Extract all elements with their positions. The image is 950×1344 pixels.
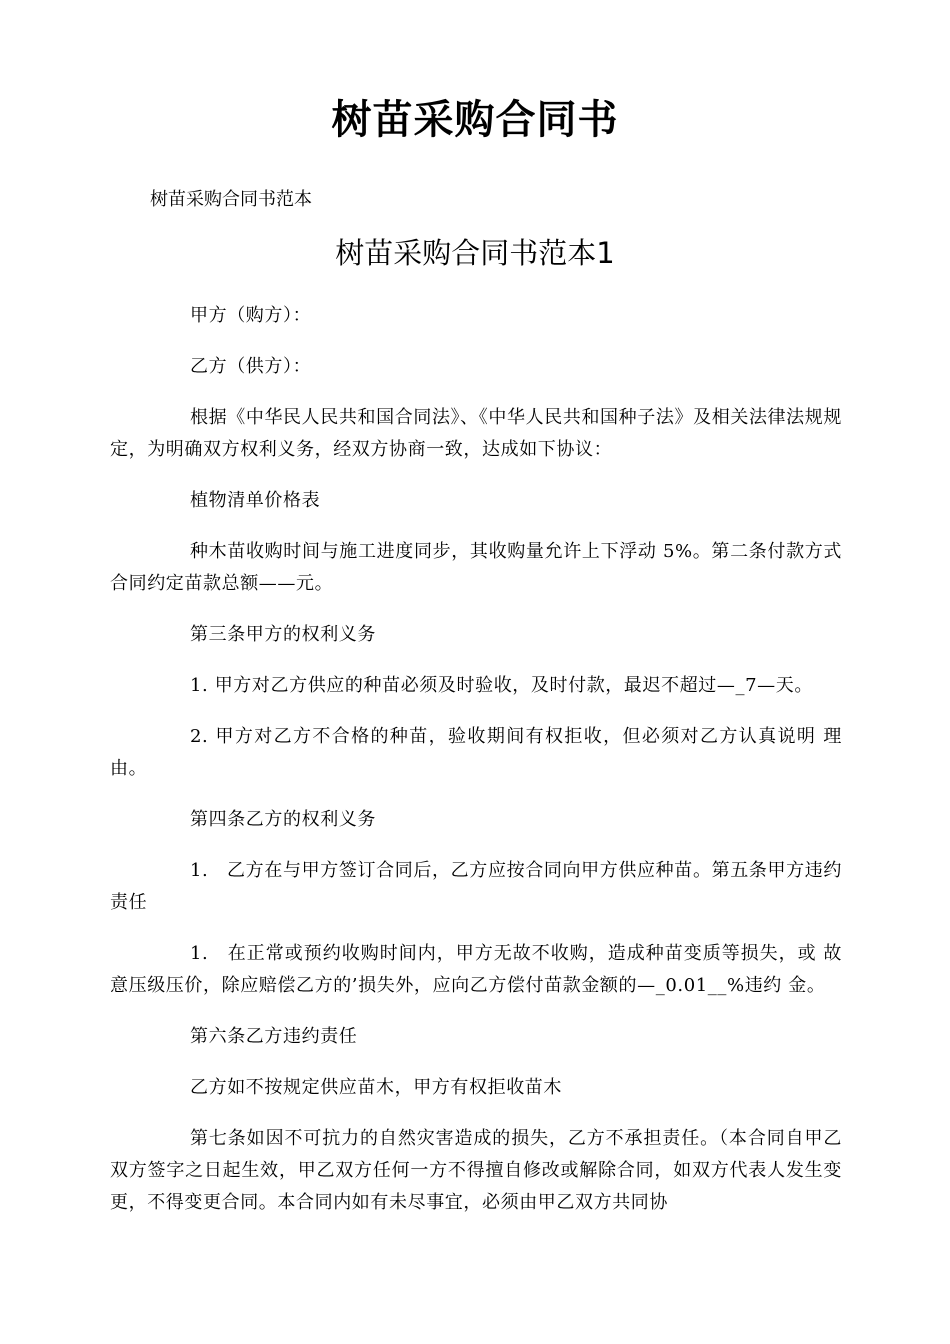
article-4-item-1: 1. 乙方在与甲方签订合同后，乙方应按合同向甲方供应种苗。第五条甲方违约责任 [110, 860, 842, 913]
document-subtitle: 树苗采购合同书范本 [150, 189, 312, 210]
party-b-line: 乙方（供方）： [190, 356, 312, 377]
article-5-item-1: 1. 在正常或预约收购时间内，甲方无故不收购，造成种苗变质等损失，或 故意压级压价，除应赔偿乙方的’损失外，应向乙方偿付苗款金额的—_0.01__%违约 金。 [110, 943, 842, 996]
article-3-heading: 第三条甲方的权利义务 [190, 624, 376, 645]
party-a-line: 甲方（购方）： [190, 305, 312, 326]
article-4-heading: 第四条乙方的权利义务 [190, 809, 376, 830]
article-7-paragraph: 第七条如因不可抗力的自然灾害造成的损失，乙方不承担责任。（本合同自甲乙双方签字之日起生效，甲乙双方任何一方不得擅自修改或解除合同，如双方代表人发生变更，不得变更合同。本合同内如有未尽事宜，必须由甲乙双方共同协 [110, 1128, 842, 1213]
preamble-paragraph: 根据《中华民人民共和国合同法》、《中华人民共和国种子法》及相关法律法规规定，为明确双方权利义务，经双方协商一致，达成如下协议： [110, 407, 842, 460]
article-6-heading: 第六条乙方违约责任 [190, 1026, 358, 1047]
document-body [110, 300, 842, 1238]
section-title: 树苗采购合同书范本1 [335, 236, 615, 270]
article-3-item-1: 1. 甲方对乙方供应的种苗必须及时验收，及时付款，最迟不超过—_7—天。 [190, 675, 813, 696]
document-title: 树苗采购合同书 [331, 97, 619, 143]
article-3-item-2: 2. 甲方对乙方不合格的种苗，验收期间有权拒收，但必须对乙方认真说明 理由。 [110, 726, 842, 779]
price-list-heading: 植物清单价格表 [190, 490, 321, 511]
purchase-time-paragraph: 种木苗收购时间与施工进度同步，其收购量允许上下浮动 5%。第二条付款方式合同约定苗款总额——元。 [110, 541, 842, 594]
article-6-text: 乙方如不按规定供应苗木，甲方有权拒收苗木 [190, 1077, 562, 1098]
